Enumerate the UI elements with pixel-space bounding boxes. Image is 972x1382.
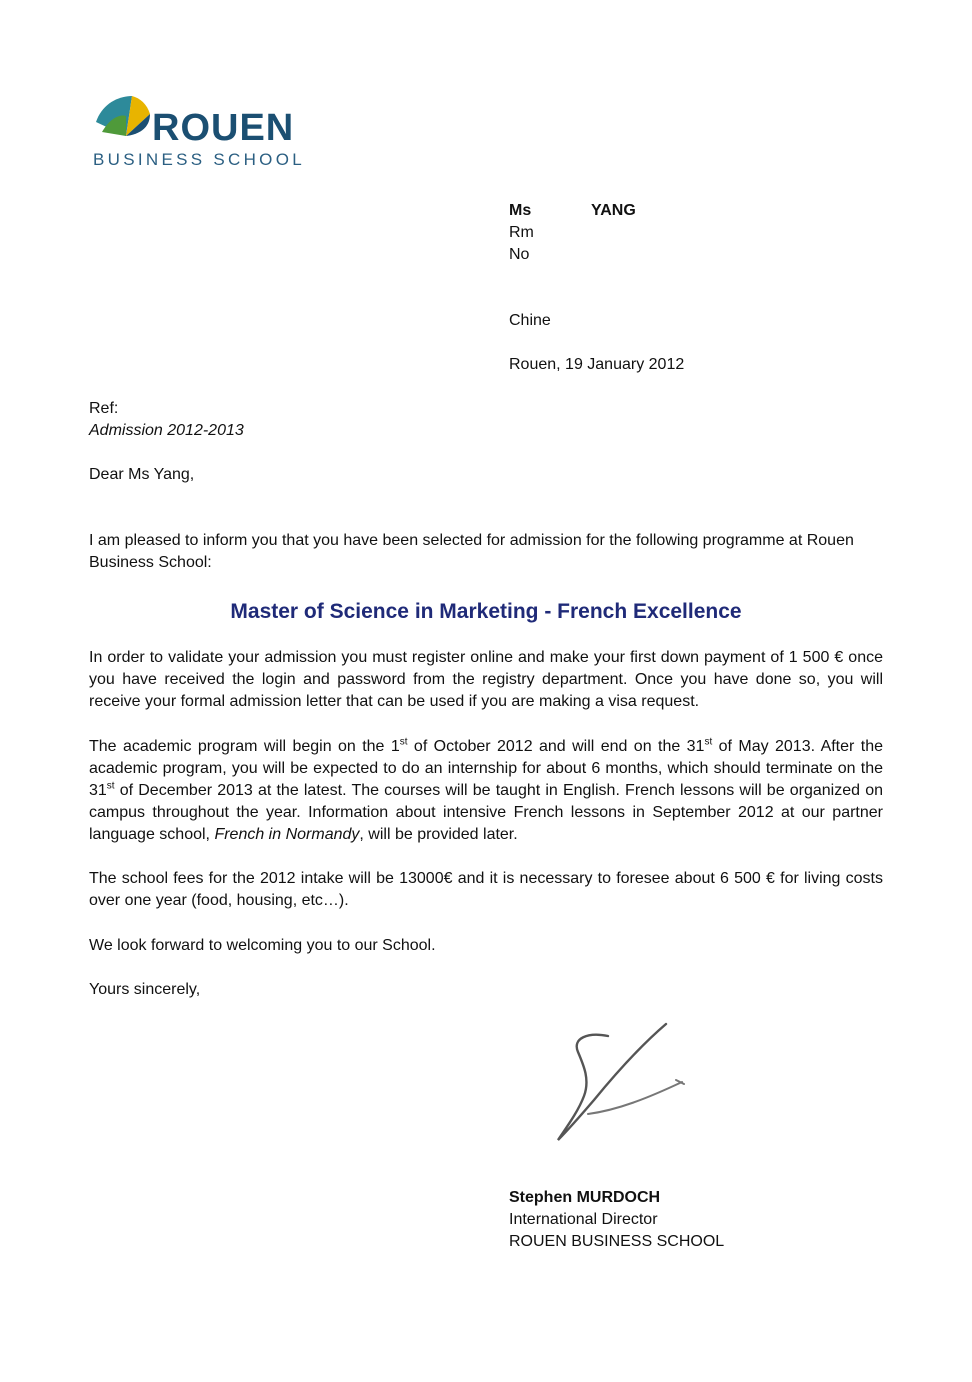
academic-text-d: of December 2013 at the latest. The courses will be taught in English. French lessons will be organized on campus throughout the year. Information about intensive French lessons in September 2012 at our partner language school, (89, 782, 883, 843)
closing-sentence: We look forward to welcoming you to our School. (89, 937, 436, 954)
valediction: Yours sincerely, (89, 981, 201, 998)
academic-paragraph (89, 736, 883, 846)
signatory-name: Stephen MURDOCH (509, 1189, 661, 1206)
recipient-surname: YANG (591, 202, 636, 219)
reference-value: Admission 2012-2013 (89, 422, 244, 439)
academic-text-b: of October 2012 and will end on the 31 (407, 738, 705, 755)
letter-date: Rouen, 19 January 2012 (509, 356, 685, 373)
validation-paragraph: In order to validate your admission you must register online and make your first down payment of 1 500 € once you have received the login and password from the registry department. Once you have done so, you will receive your formal admission letter that can be used if you are making a visa request. (89, 649, 883, 710)
intro-paragraph: I am pleased to inform you that you have been selected for admission for the following programme at Rouen Business School: (89, 532, 854, 571)
greeting: Dear Ms Yang, (89, 466, 195, 483)
recipient-address (509, 200, 809, 266)
academic-text-c: of May 2013. After the academic program, you will be expected to do an internship for about 6 months, which should terminate on the 31 (89, 738, 884, 799)
handwritten-signature-icon (548, 1018, 698, 1148)
signatory-block (509, 1187, 724, 1253)
academic-text-e: , will be provided later. (359, 826, 518, 843)
recipient-line-3: No (509, 246, 530, 263)
ordinal-suffix: st (399, 736, 408, 748)
recipient-country: Chine (509, 312, 551, 329)
programme-title: Master of Science in Marketing - French Excellence (230, 600, 742, 623)
fees-paragraph: The school fees for the 2012 intake will be 13000€ and it is necessary to foresee about 6 500 € for living costs over one year (food, housing, etc…). (89, 870, 883, 909)
signatory-title: International Director (509, 1211, 658, 1228)
partner-school-name: French in Normandy (214, 826, 360, 843)
signatory-organization: ROUEN BUSINESS SCHOOL (509, 1233, 725, 1250)
logo-wordmark: ROUEN (152, 107, 295, 149)
recipient-name-row (509, 200, 809, 222)
recipient-line-2: Rm (509, 224, 534, 241)
academic-text-a: The academic program will begin on the 1 (89, 738, 400, 755)
ordinal-suffix: st (106, 780, 115, 792)
ordinal-suffix: st (704, 736, 713, 748)
reference-label: Ref: (89, 400, 119, 417)
logo-subtitle: BUSINESS SCHOOL (93, 150, 305, 169)
recipient-salutation: Ms (509, 202, 532, 219)
